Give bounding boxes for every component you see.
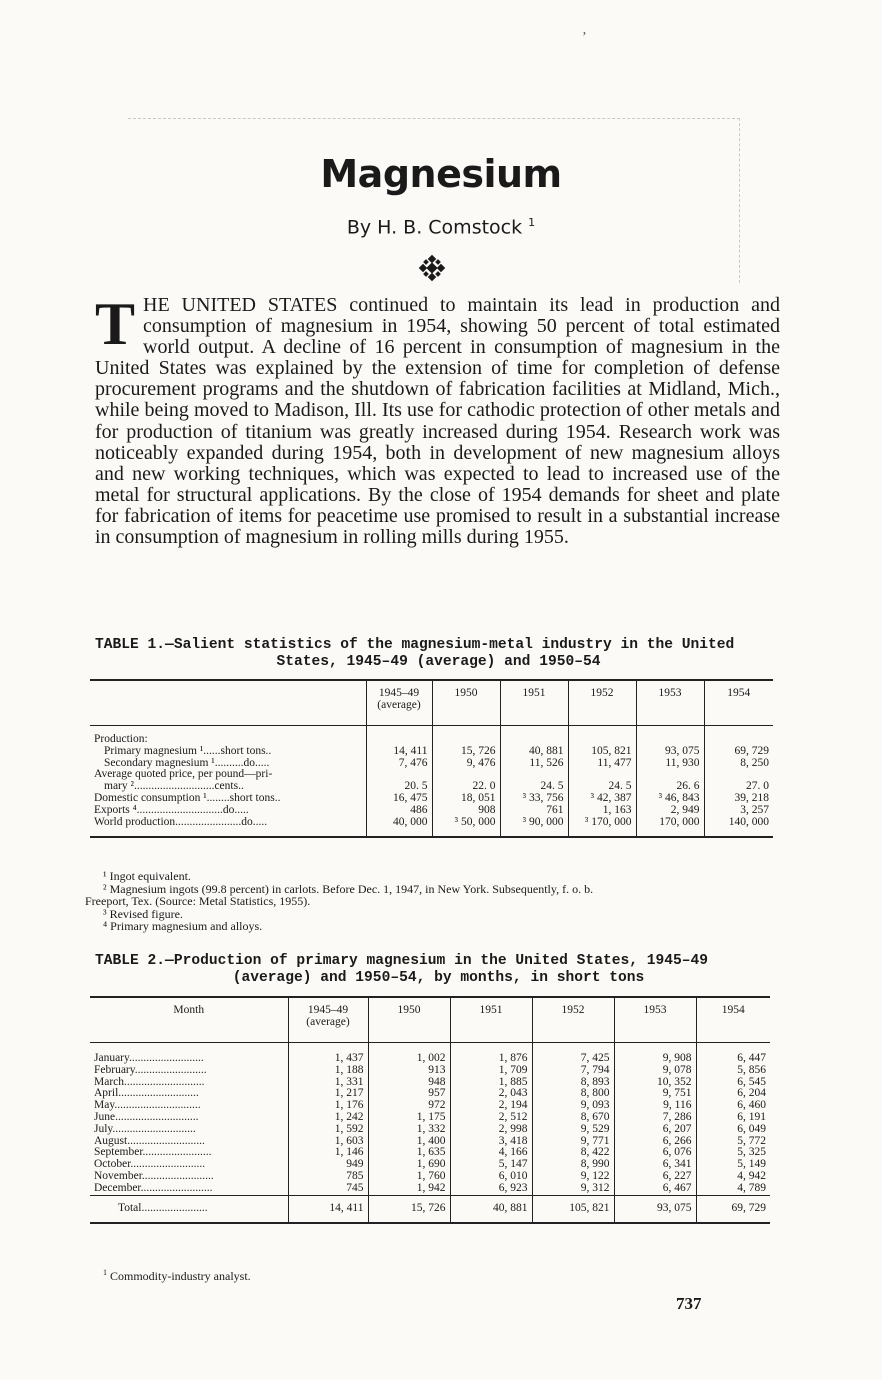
cell: 1, 690	[368, 1159, 450, 1171]
cell: 15, 726	[368, 1195, 450, 1223]
cell: 1, 760	[368, 1171, 450, 1183]
table-row	[90, 1124, 770, 1136]
table1-col-header: 1950	[432, 680, 500, 726]
row-label: Exports ⁴..............................do.....	[94, 803, 249, 816]
cell: 1, 400	[368, 1136, 450, 1148]
cell: 5, 325	[696, 1147, 770, 1159]
cell: 7, 476	[366, 758, 432, 770]
cell: 8, 990	[532, 1159, 614, 1171]
cell: 2, 949	[636, 805, 704, 817]
cell: 14, 411	[366, 746, 432, 758]
cell: 105, 821	[532, 1195, 614, 1223]
month-label: December.........................	[94, 1181, 213, 1194]
cell: 949	[288, 1159, 368, 1171]
cell: 27. 0	[704, 781, 773, 793]
table2-col-header: 1952	[532, 997, 614, 1043]
cell: 6, 545	[696, 1077, 770, 1089]
cell: 69, 729	[704, 746, 773, 758]
cell: 6, 341	[614, 1159, 696, 1171]
month-label: April............................	[94, 1087, 199, 1100]
cell: 1, 885	[450, 1077, 532, 1089]
table1-caption	[95, 637, 782, 671]
cell: 6, 010	[450, 1171, 532, 1183]
footnote-ref: 1	[528, 216, 536, 229]
cell: 140, 000	[704, 817, 773, 838]
cell: 11, 477	[568, 758, 636, 770]
cell: 6, 227	[614, 1171, 696, 1183]
cell: 1, 146	[288, 1147, 368, 1159]
frame-line	[739, 118, 740, 283]
cell: 972	[368, 1100, 450, 1112]
cell: 1, 332	[368, 1124, 450, 1136]
cell: 9, 078	[614, 1065, 696, 1077]
row-label: Secondary magnesium ¹..........do.....	[104, 756, 270, 769]
table-note: ¹ Ingot equivalent.	[103, 869, 191, 883]
cell: 5, 856	[696, 1065, 770, 1077]
cell: 22. 0	[432, 781, 500, 793]
month-label: May..............................	[94, 1099, 201, 1112]
table-row	[90, 817, 773, 838]
stray-mark: ʼ	[582, 30, 587, 45]
cell: 7, 794	[532, 1065, 614, 1077]
cell: 39, 218	[704, 793, 773, 805]
cell: 1, 592	[288, 1124, 368, 1136]
cell: 7, 286	[614, 1112, 696, 1124]
month-label: January..........................	[94, 1052, 204, 1064]
cell: 9, 116	[614, 1100, 696, 1112]
cell: 8, 893	[532, 1077, 614, 1089]
cell: 1, 331	[288, 1077, 368, 1089]
article-title: Magnesium	[320, 152, 562, 196]
cell: 9, 529	[532, 1124, 614, 1136]
table-row	[90, 1183, 770, 1195]
table2-col-header: 1953	[614, 997, 696, 1043]
cell: 26. 6	[636, 781, 704, 793]
table-note: ² Magnesium ingots (99.8 percent) in carlots. Before Dec. 1, 1947, in New York. Subsequently, f. o. b.	[103, 881, 594, 896]
cell: 1, 942	[368, 1183, 450, 1195]
month-label: July.............................	[94, 1122, 196, 1135]
cell: 1, 242	[288, 1112, 368, 1124]
cell: 6, 467	[614, 1183, 696, 1195]
footnote-number: 1	[103, 1268, 107, 1277]
table2-col-header: 1950	[368, 997, 450, 1043]
cell: 24. 5	[500, 781, 568, 793]
cell: 9, 093	[532, 1100, 614, 1112]
table1	[90, 679, 773, 838]
ornament-icon	[418, 254, 446, 282]
table1-caption-line1: TABLE 1.—Salient statistics of the magnesium-metal industry in the United	[95, 637, 735, 653]
cell: 10, 352	[614, 1077, 696, 1089]
cell: 40, 881	[500, 746, 568, 758]
cell: 6, 923	[450, 1183, 532, 1195]
table2-caption-line1: TABLE 2.—Production of primary magnesium in the United States, 1945–49	[95, 953, 709, 969]
cell	[432, 726, 500, 746]
table-row	[90, 726, 773, 746]
cell: 93, 075	[614, 1195, 696, 1223]
row-label: Domestic consumption ¹........short tons..	[94, 791, 281, 804]
cell: 5, 147	[450, 1159, 532, 1171]
page-number: 737	[676, 1294, 702, 1313]
table2-col-header: 1951	[450, 997, 532, 1043]
cell: 8, 250	[704, 758, 773, 770]
cell: ³ 46, 843	[636, 793, 704, 805]
cell: 785	[288, 1171, 368, 1183]
body-text: HE UNITED STATES continued to maintain its lead in production and consumption of magnesium in 1954, showing 50 percent of total estimated world output. A decline of 16 percent in consumption of magnesium in the United States was explained by the extension of time for completion of defense procurement programs and the shutdown of fabrication facilities at Midland, Mich., while being moved to Madison, Ill. Its use for cathodic protection of other metals and for production of titanium was greatly increased during 1954. Research work was noticeably expanded during 1954, both in development of new magnesium alloys and new working techniques, which was expected to lead to increased use of the metal for structural applications. By the close of 1954 demands for sheet and plate for fabrication of items for peacetime use promised to result in a substantial increase in consumption of magnesium in rolling mills during 1955.	[95, 294, 780, 549]
cell: ³ 170, 000	[568, 817, 636, 838]
cell: 14, 411	[288, 1195, 368, 1223]
table1-col-header: 1945–49 (average)	[366, 680, 432, 726]
cell: 9, 908	[614, 1043, 696, 1065]
table-row	[90, 1171, 770, 1183]
cell	[568, 726, 636, 746]
total-label: Total.......................	[90, 1195, 288, 1223]
cell: 4, 942	[696, 1171, 770, 1183]
total-row	[90, 1195, 770, 1223]
byline	[0, 216, 882, 238]
cell: 761	[500, 805, 568, 817]
cell: 1, 175	[368, 1112, 450, 1124]
cell: 8, 422	[532, 1147, 614, 1159]
cell: 1, 635	[368, 1147, 450, 1159]
cell	[704, 726, 773, 746]
cell: ³ 42, 387	[568, 793, 636, 805]
month-label: February.........................	[94, 1063, 207, 1076]
cell: 1, 437	[288, 1043, 368, 1065]
cell: 1, 876	[450, 1043, 532, 1065]
cell: 2, 043	[450, 1088, 532, 1100]
frame-line	[128, 118, 740, 119]
cell: 948	[368, 1077, 450, 1089]
cell: 4, 789	[696, 1183, 770, 1195]
body-paragraph	[95, 291, 780, 549]
month-label: June.............................	[94, 1110, 199, 1123]
cell: 93, 075	[636, 746, 704, 758]
cell: 105, 821	[568, 746, 636, 758]
cell: 1, 188	[288, 1065, 368, 1077]
table2-caption	[95, 953, 782, 987]
cell: ³ 50, 000	[432, 817, 500, 838]
row-label: mary ²............................cents..	[104, 780, 244, 793]
cell: 40, 881	[450, 1195, 532, 1223]
cell: 2, 194	[450, 1100, 532, 1112]
cell: 9, 751	[614, 1088, 696, 1100]
cell: 1, 163	[568, 805, 636, 817]
row-label: Primary magnesium ¹......short tons..	[104, 744, 272, 757]
table2-col-header: 1954	[696, 997, 770, 1043]
cell: 1, 603	[288, 1136, 368, 1148]
cell: 913	[368, 1065, 450, 1077]
month-label: October..........................	[94, 1158, 206, 1171]
cell: 1, 176	[288, 1100, 368, 1112]
cell: 9, 312	[532, 1183, 614, 1195]
table-note: ⁴ Primary magnesium and alloys.	[103, 919, 263, 933]
table1-col-header: 1954	[704, 680, 773, 726]
cell: 5, 772	[696, 1136, 770, 1148]
cell: 1, 217	[288, 1088, 368, 1100]
author: By H. B. Comstock	[346, 216, 523, 239]
cell: 6, 460	[696, 1100, 770, 1112]
cell: 1, 002	[368, 1043, 450, 1065]
cell: 20. 5	[366, 781, 432, 793]
cell: 908	[432, 805, 500, 817]
cell: 3, 418	[450, 1136, 532, 1148]
table-row	[90, 746, 773, 758]
table1-stub-header	[90, 680, 366, 726]
cell	[500, 726, 568, 746]
table2-col-header: Month	[173, 1004, 205, 1016]
table-row	[90, 793, 773, 805]
table-row	[90, 1112, 770, 1124]
cell: 3, 257	[704, 805, 773, 817]
table2-caption-line2: (average) and 1950–54, by months, in short tons	[232, 970, 645, 986]
cell: 7, 425	[532, 1043, 614, 1065]
row-label: Average quoted price, per pound—pri-	[94, 768, 273, 781]
footnote	[103, 1268, 251, 1284]
cell: 16, 475	[366, 793, 432, 805]
cell: 745	[288, 1183, 368, 1195]
cell: ³ 33, 756	[500, 793, 568, 805]
table1-col-header: 1951	[500, 680, 568, 726]
cell: 11, 526	[500, 758, 568, 770]
cell: 6, 204	[696, 1088, 770, 1100]
month-label: August...........................	[94, 1134, 205, 1147]
cell: 1, 709	[450, 1065, 532, 1077]
cell: 8, 670	[532, 1112, 614, 1124]
row-label: World production.......................do.....	[90, 817, 366, 838]
cell	[636, 726, 704, 746]
cell: 9, 476	[432, 758, 500, 770]
cell: 5, 149	[696, 1159, 770, 1171]
table1-col-header: 1953	[636, 680, 704, 726]
table1-caption-line2: States, 1945–49 (average) and 1950–54	[276, 654, 601, 670]
table-row	[90, 1043, 770, 1065]
cell	[366, 726, 432, 746]
cell: 2, 998	[450, 1124, 532, 1136]
drop-cap: T	[95, 291, 136, 357]
table1-col-header: 1952	[568, 680, 636, 726]
cell: 6, 266	[614, 1136, 696, 1148]
cell: ³ 90, 000	[500, 817, 568, 838]
table2	[90, 996, 770, 1224]
footnote-text: Commodity-industry analyst.	[110, 1269, 251, 1283]
cell: 9, 122	[532, 1171, 614, 1183]
cell: 957	[368, 1088, 450, 1100]
table-row	[90, 1065, 770, 1077]
month-label: September........................	[94, 1146, 212, 1159]
cell: 18, 051	[432, 793, 500, 805]
cell: 9, 771	[532, 1136, 614, 1148]
month-label: November.........................	[94, 1169, 214, 1182]
cell: 69, 729	[696, 1195, 770, 1223]
cell: 2, 512	[450, 1112, 532, 1124]
table-note: Freeport, Tex. (Source: Metal Statistics, 1955).	[85, 894, 311, 908]
cell: 4, 166	[450, 1147, 532, 1159]
cell: 15, 726	[432, 746, 500, 758]
cell: 40, 000	[366, 817, 432, 838]
cell: 170, 000	[636, 817, 704, 838]
row-label: Production:	[94, 733, 148, 745]
cell: 6, 447	[696, 1043, 770, 1065]
cell: 8, 800	[532, 1088, 614, 1100]
table-row	[90, 805, 773, 817]
cell: 6, 207	[614, 1124, 696, 1136]
cell: 24. 5	[568, 781, 636, 793]
table2-col-header: 1945–49 (average)	[288, 997, 368, 1043]
month-label: March............................	[94, 1075, 205, 1088]
table1-notes	[85, 869, 783, 933]
cell: 6, 076	[614, 1147, 696, 1159]
cell: 11, 930	[636, 758, 704, 770]
cell: 6, 049	[696, 1124, 770, 1136]
cell: 486	[366, 805, 432, 817]
cell: 6, 191	[696, 1112, 770, 1124]
table-note: ³ Revised figure.	[103, 906, 183, 921]
